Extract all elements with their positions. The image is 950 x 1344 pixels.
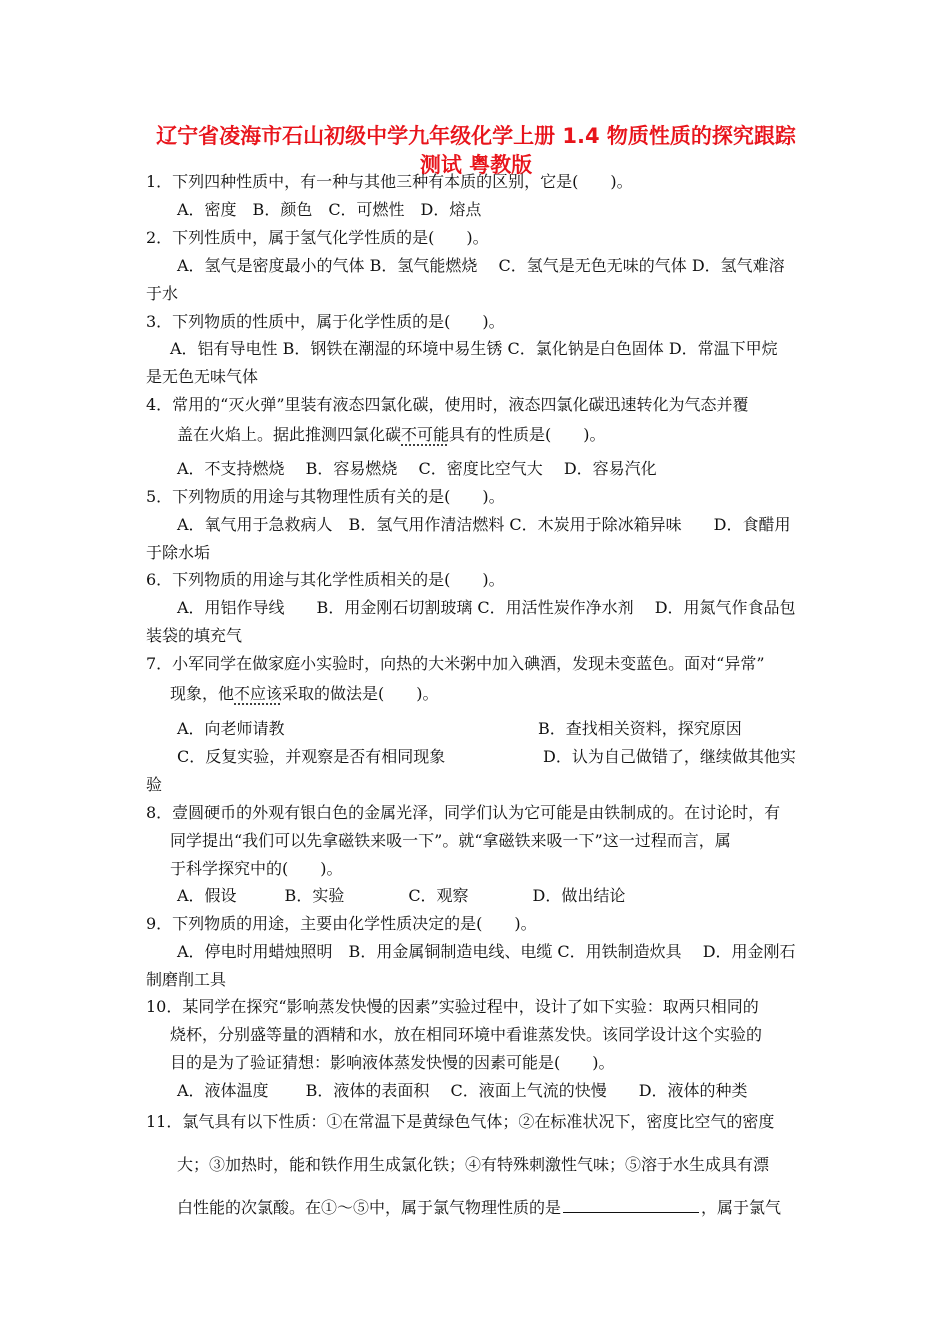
q2-stem: 2．下列性质中，属于氢气化学性质的是( )。 [146,228,489,247]
q4-stem-text-b: 具有的性质是( )。 [449,425,606,444]
q7-emphasis: 不应该 [234,684,283,703]
q5-options: A．氧气用于急救病人 B．氢气用作清洁燃料 C．木炭用于除冰箱异味 D．食醋用 [177,515,791,534]
q5-options-continued: 于除水垢 [146,543,211,562]
q5-stem: 5．下列物质的用途与其物理性质有关的是( )。 [146,487,505,506]
q7-stem-continued [170,683,439,705]
q11-stem-line-2: 大；③加热时，能和铁作用生成氯化铁；④有特殊刺激性气味；⑤溶于水生成具有漂 [177,1155,770,1174]
q4-stem-continued [177,424,606,446]
q10-stem-line-3: 目的是为了验证猜想：影响液体蒸发快慢的因素可能是( )。 [170,1053,615,1072]
q8-stem-line-2: 同学提出“我们可以先拿磁铁来吸一下”。就“拿磁铁来吸一下”这一过程而言，属 [170,831,731,850]
q7-option-d: D．认为自己做错了，继续做其他实 [543,747,796,766]
q7-option-c: C．反复实验，并观察是否有相同现象 [177,747,446,766]
q2-options: A．氢气是密度最小的气体 B．氢气能燃烧 C．氢气是无色无味的气体 D．氢气难溶 [177,256,785,275]
q8-stem: 8．壹圆硬币的外观有银白色的金属光泽，同学们认为它可能是由铁制成的。在讨论时，有 [146,803,781,822]
q8-options: A．假设 B．实验 C．观察 D．做出结论 [177,886,626,905]
answer-blank[interactable] [563,1196,699,1213]
q1-options: A．密度 B．颜色 C．可燃性 D．熔点 [177,200,482,219]
q9-options: A．停电时用蜡烛照明 B．用金属铜制造电线、电缆 C．用铁制造炊具 D．用金刚石 [177,942,796,961]
q10-stem-line-2: 烧杯，分别盛等量的酒精和水，放在相同环境中看谁蒸发快。该同学设计这个实验的 [170,1025,763,1044]
q6-stem: 6．下列物质的用途与其化学性质相关的是( )。 [146,570,505,589]
q10-options: A．液体温度 B．液体的表面积 C．液面上气流的快慢 D．液体的种类 [177,1081,748,1100]
q11-stem-text-a: 白性能的次氯酸。在①～⑤中，属于氯气物理性质的是 [177,1198,562,1217]
q11-stem-line-3 [177,1196,781,1219]
q3-options-continued: 是无色无味气体 [146,367,259,386]
document-title: 辽宁省凌海市石山初级中学九年级化学上册 1.4 物质性质的探究跟踪测试 粤教版 [156,124,796,177]
q7-stem-text-b: 采取的做法是( )。 [282,684,439,703]
q2-options-continued: 于水 [146,284,179,303]
q7-stem-text-a: 现象，他 [170,684,235,703]
q4-stem-text-a: 盖在火焰上。据此推测四氯化碳 [177,425,402,444]
q4-emphasis: 不可能 [401,425,450,444]
q11-stem: 11．氯气具有以下性质：①在常温下是黄绿色气体；②在标准状况下，密度比空气的密度 [146,1112,775,1131]
q9-options-continued: 制磨削工具 [146,970,227,989]
q11-stem-text-b: ，属于氯气 [701,1198,782,1217]
q1-stem: 1．下列四种性质中，有一种与其他三种有本质的区别，它是( )。 [146,172,633,191]
q10-stem: 10．某同学在探究“影响蒸发快慢的因素”实验过程中，设计了如下实验：取两只相同的 [146,997,759,1016]
q6-options: A．用铝作导线 B．用金刚石切割玻璃 C．用活性炭作净水剂 D．用氮气作食品包 [177,598,796,617]
q7-option-b: B．查找相关资料，探究原因 [538,719,742,738]
q8-stem-line-3: 于科学探究中的( )。 [170,859,343,878]
q3-stem: 3．下列物质的性质中，属于化学性质的是( )。 [146,312,505,331]
q7-option-a: A．向老师请教 [177,719,285,738]
q4-stem: 4．常用的“灭火弹”里装有液态四氯化碳，使用时，液态四氯化碳迅速转化为气态并覆 [146,395,749,414]
q6-options-continued: 装袋的填充气 [146,626,243,645]
q7-option-d-continued: 验 [146,775,163,794]
q7-stem: 7．小军同学在做家庭小实验时，向热的大米粥中加入碘酒，发现未变蓝色。面对“异常” [146,654,765,673]
q3-options: A．铝有导电性 B．钢铁在潮湿的环境中易生锈 C．氯化钠是白色固体 D．常温下甲烷 [170,339,778,358]
q9-stem: 9．下列物质的用途，主要由化学性质决定的是( )。 [146,914,537,933]
q4-options: A．不支持燃烧 B．容易燃烧 C．密度比空气大 D．容易汽化 [177,459,657,478]
